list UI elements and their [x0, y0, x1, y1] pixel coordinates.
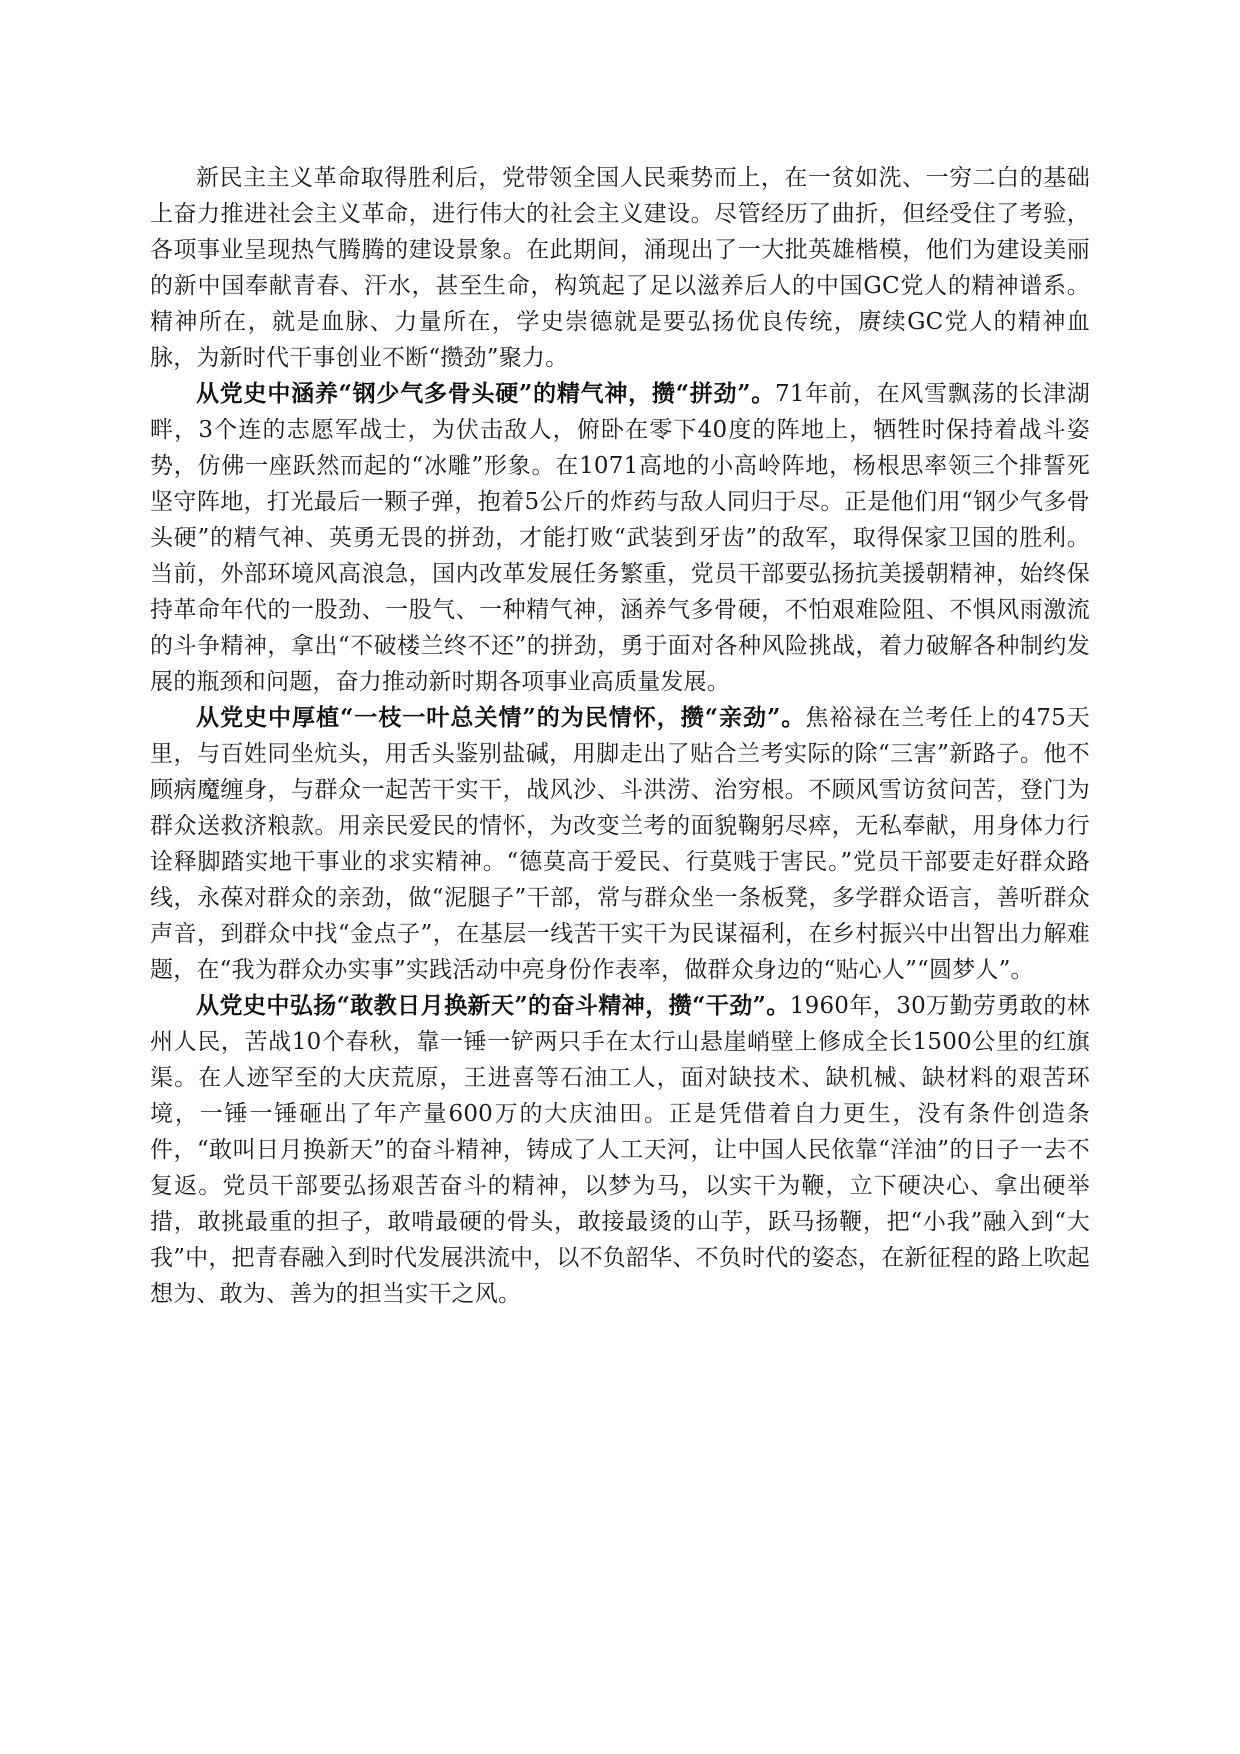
paragraph-text: 1960年，30万勤劳勇敢的林州人民，苦战10个春秋，靠一锤一铲两只手在太行山悬崖峭壁上修成全长1500公里的红旗渠。在人迹罕至的大庆荒原，王进喜等石油工人，面对缺技术、缺机械、缺材料的艰苦环境，一锤一锤砸出了年产量600万的大庆油田。正是凭借着自力更生，没有条件创造条件，“敢叫日月换新天”的奋斗精神，铸成了人工天河，让中国人民依靠“洋油”的日子一去不复返。党员干部要弘扬艰苦奋斗的精神，以梦为马，以实干为鞭，立下硬决心、拿出硬举措，敢挑最重的担子，敢啃最硬的骨头，敢接最烫的山芋，跃马扬鞭，把“小我”融入到“大我”中，把青春融入到时代发展洪流中，以不负韶华、不负时代的姿态，在新征程的路上吹起想为、敢为、善为的担当实干之风。 — [150, 993, 1090, 1307]
paragraph-intro — [150, 160, 1090, 376]
paragraph-lead: 从党史中弘扬“敢教日月换新天”的奋斗精神，攒“干劲”。 — [196, 992, 790, 1019]
paragraph-text: 新民主主义革命取得胜利后，党带领全国人民乘势而上，在一贫如洗、一穷二白的基础上奋力推进社会主义革命，进行伟大的社会主义建设。尽管经历了曲折，但经受住了考验，各项事业呈现热气腾腾的建设景象。在此期间，涌现出了一大批英雄楷模，他们为建设美丽的新中国奉献青春、汗水，甚至生命，构筑起了足以滋养后人的中国GC党人的精神谱系。精神所在，就是血脉、力量所在，学史崇德就是要弘扬优良传统，赓续GC党人的精神血脉，为新时代干事创业不断“攒劲”聚力。 — [150, 165, 1090, 371]
document-body — [150, 160, 1090, 1312]
paragraph-text: 71年前，在风雪飘荡的长津湖畔，3个连的志愿军战士，为伏击敌人，俯卧在零下40度的阵地上，牺牲时保持着战斗姿势，仿佛一座跃然而起的“冰雕”形象。在1071高地的小高岭阵地，杨根思率领三个排誓死坚守阵地，打光最后一颗子弹，抱着5公斤的炸药与敌人同归于尽。正是他们用“钢少气多骨头硬”的精气神、英勇无畏的拼劲，才能打败“武装到牙齿”的敌军，取得保家卫国的胜利。当前，外部环境风高浪急，国内改革发展任务繁重，党员干部要弘扬抗美援朝精神，始终保持革命年代的一股劲、一股气、一种精气神，涵养气多骨硬，不怕艰难险阻、不惧风雨激流的斗争精神，拿出“不破楼兰终不还”的拼劲，勇于面对各种风险挑战，着力破解各种制约发展的瓶颈和问题，奋力推动新时期各项事业高质量发展。 — [150, 381, 1090, 695]
paragraph-text: 焦裕禄在兰考任上的475天里，与百姓同坐炕头，用舌头鉴别盐碱，用脚走出了贴合兰考实际的除“三害”新路子。他不顾病魔缠身，与群众一起苦干实干，战风沙、斗洪涝、治穷根。不顾风雪访贫问苦，登门为群众送救济粮款。用亲民爱民的情怀，为改变兰考的面貌鞠躬尽瘁，无私奉献，用身体力行诠释脚踏实地干事业的求实精神。“德莫高于爱民、行莫贱于害民。”党员干部要走好群众路线，永葆对群众的亲劲，做“泥腿子”干部，常与群众坐一条板凳，多学群众语言，善听群众声音，到群众中找“金点子”，在基层一线苦干实干为民谋福利，在乡村振兴中出智出力解难题，在“我为群众办实事”实践活动中亮身份作表率，做群众身边的“贴心人”“圆梦人”。 — [150, 705, 1090, 983]
paragraph-lead: 从党史中涵养“钢少气多骨头硬”的精气神，攒“拼劲”。 — [196, 380, 776, 407]
paragraph-ganjin — [150, 988, 1090, 1312]
paragraph-lead: 从党史中厚植“一枝一叶总关情”的为民情怀，攒“亲劲”。 — [196, 704, 806, 731]
paragraph-qinjin — [150, 700, 1090, 988]
paragraph-pinjin — [150, 376, 1090, 700]
